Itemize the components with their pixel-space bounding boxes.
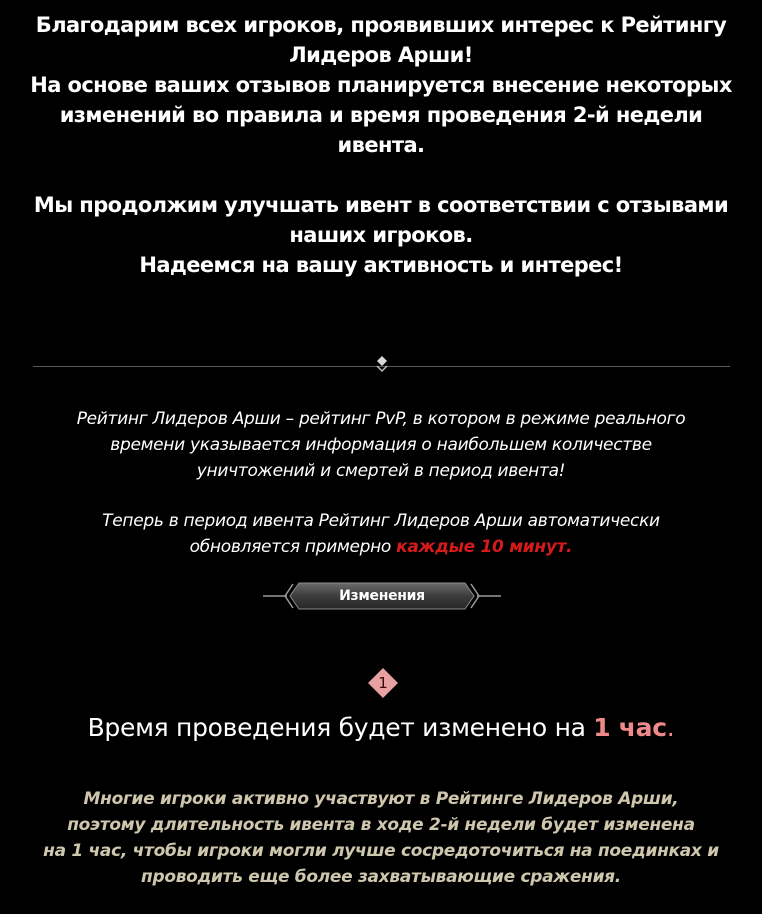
headline-accent: 1 час [593,713,667,742]
headline-prefix: Время проведения будет изменено на [87,713,594,742]
announcement-text [0,10,762,280]
details-line: проводить еще более захватывающие сражения. [141,867,621,887]
headline-suffix: . [666,713,675,742]
details-line: на 1 час, чтобы игроки могли лучше сосредоточиться на поединках и [43,841,719,861]
change-details [0,786,762,890]
change-number-badge [367,667,399,699]
details-line: поэтому длительность ивента в ходе 2-й недели будет изменена [67,815,695,835]
intro-line [0,534,762,560]
announcement-line: Лидеров Арши! [289,43,473,67]
paragraph-spacer [0,160,762,190]
announcement-line: Мы продолжим улучшать ивент в соответствии с отзывами [33,193,729,217]
announcement-line: Надеемся на вашу активность и интерес! [139,253,623,277]
announcement-line: наших игроков. [289,223,473,247]
intro-line: времени указывается информация о наибольшем количестве [110,435,652,455]
changes-section-tag [263,580,501,612]
announcement-line: изменений во правила и время проведения 2-й недели [59,103,703,127]
details-line: Многие игроки активно участвуют в Рейтинге Лидеров Арши, [83,789,679,809]
intro-paragraph-2 [0,508,762,560]
announcement-line: ивента. [337,133,425,157]
change-headline [0,708,762,748]
intro-line: Рейтинг Лидеров Арши – рейтинг PvP, в котором в режиме реального [76,409,686,429]
intro-line-prefix: обновляется примерно [189,537,397,557]
diamond-ornament-icon [374,354,390,376]
update-interval-highlight: каждые 10 минут. [396,537,573,557]
change-number: 1 [378,674,388,692]
changes-tag-label: Изменения [339,588,425,604]
announcement-line: Благодарим всех игроков, проявивших интерес к Рейтингу [35,13,727,37]
intro-paragraph-1 [0,406,762,484]
intro-line: уничтожений и смертей в период ивента! [196,461,566,481]
announcement-line: На основе ваших отзывов планируется внесение некоторых [30,73,732,97]
intro-line: Теперь в период ивента Рейтинг Лидеров Арши автоматически [102,511,660,531]
